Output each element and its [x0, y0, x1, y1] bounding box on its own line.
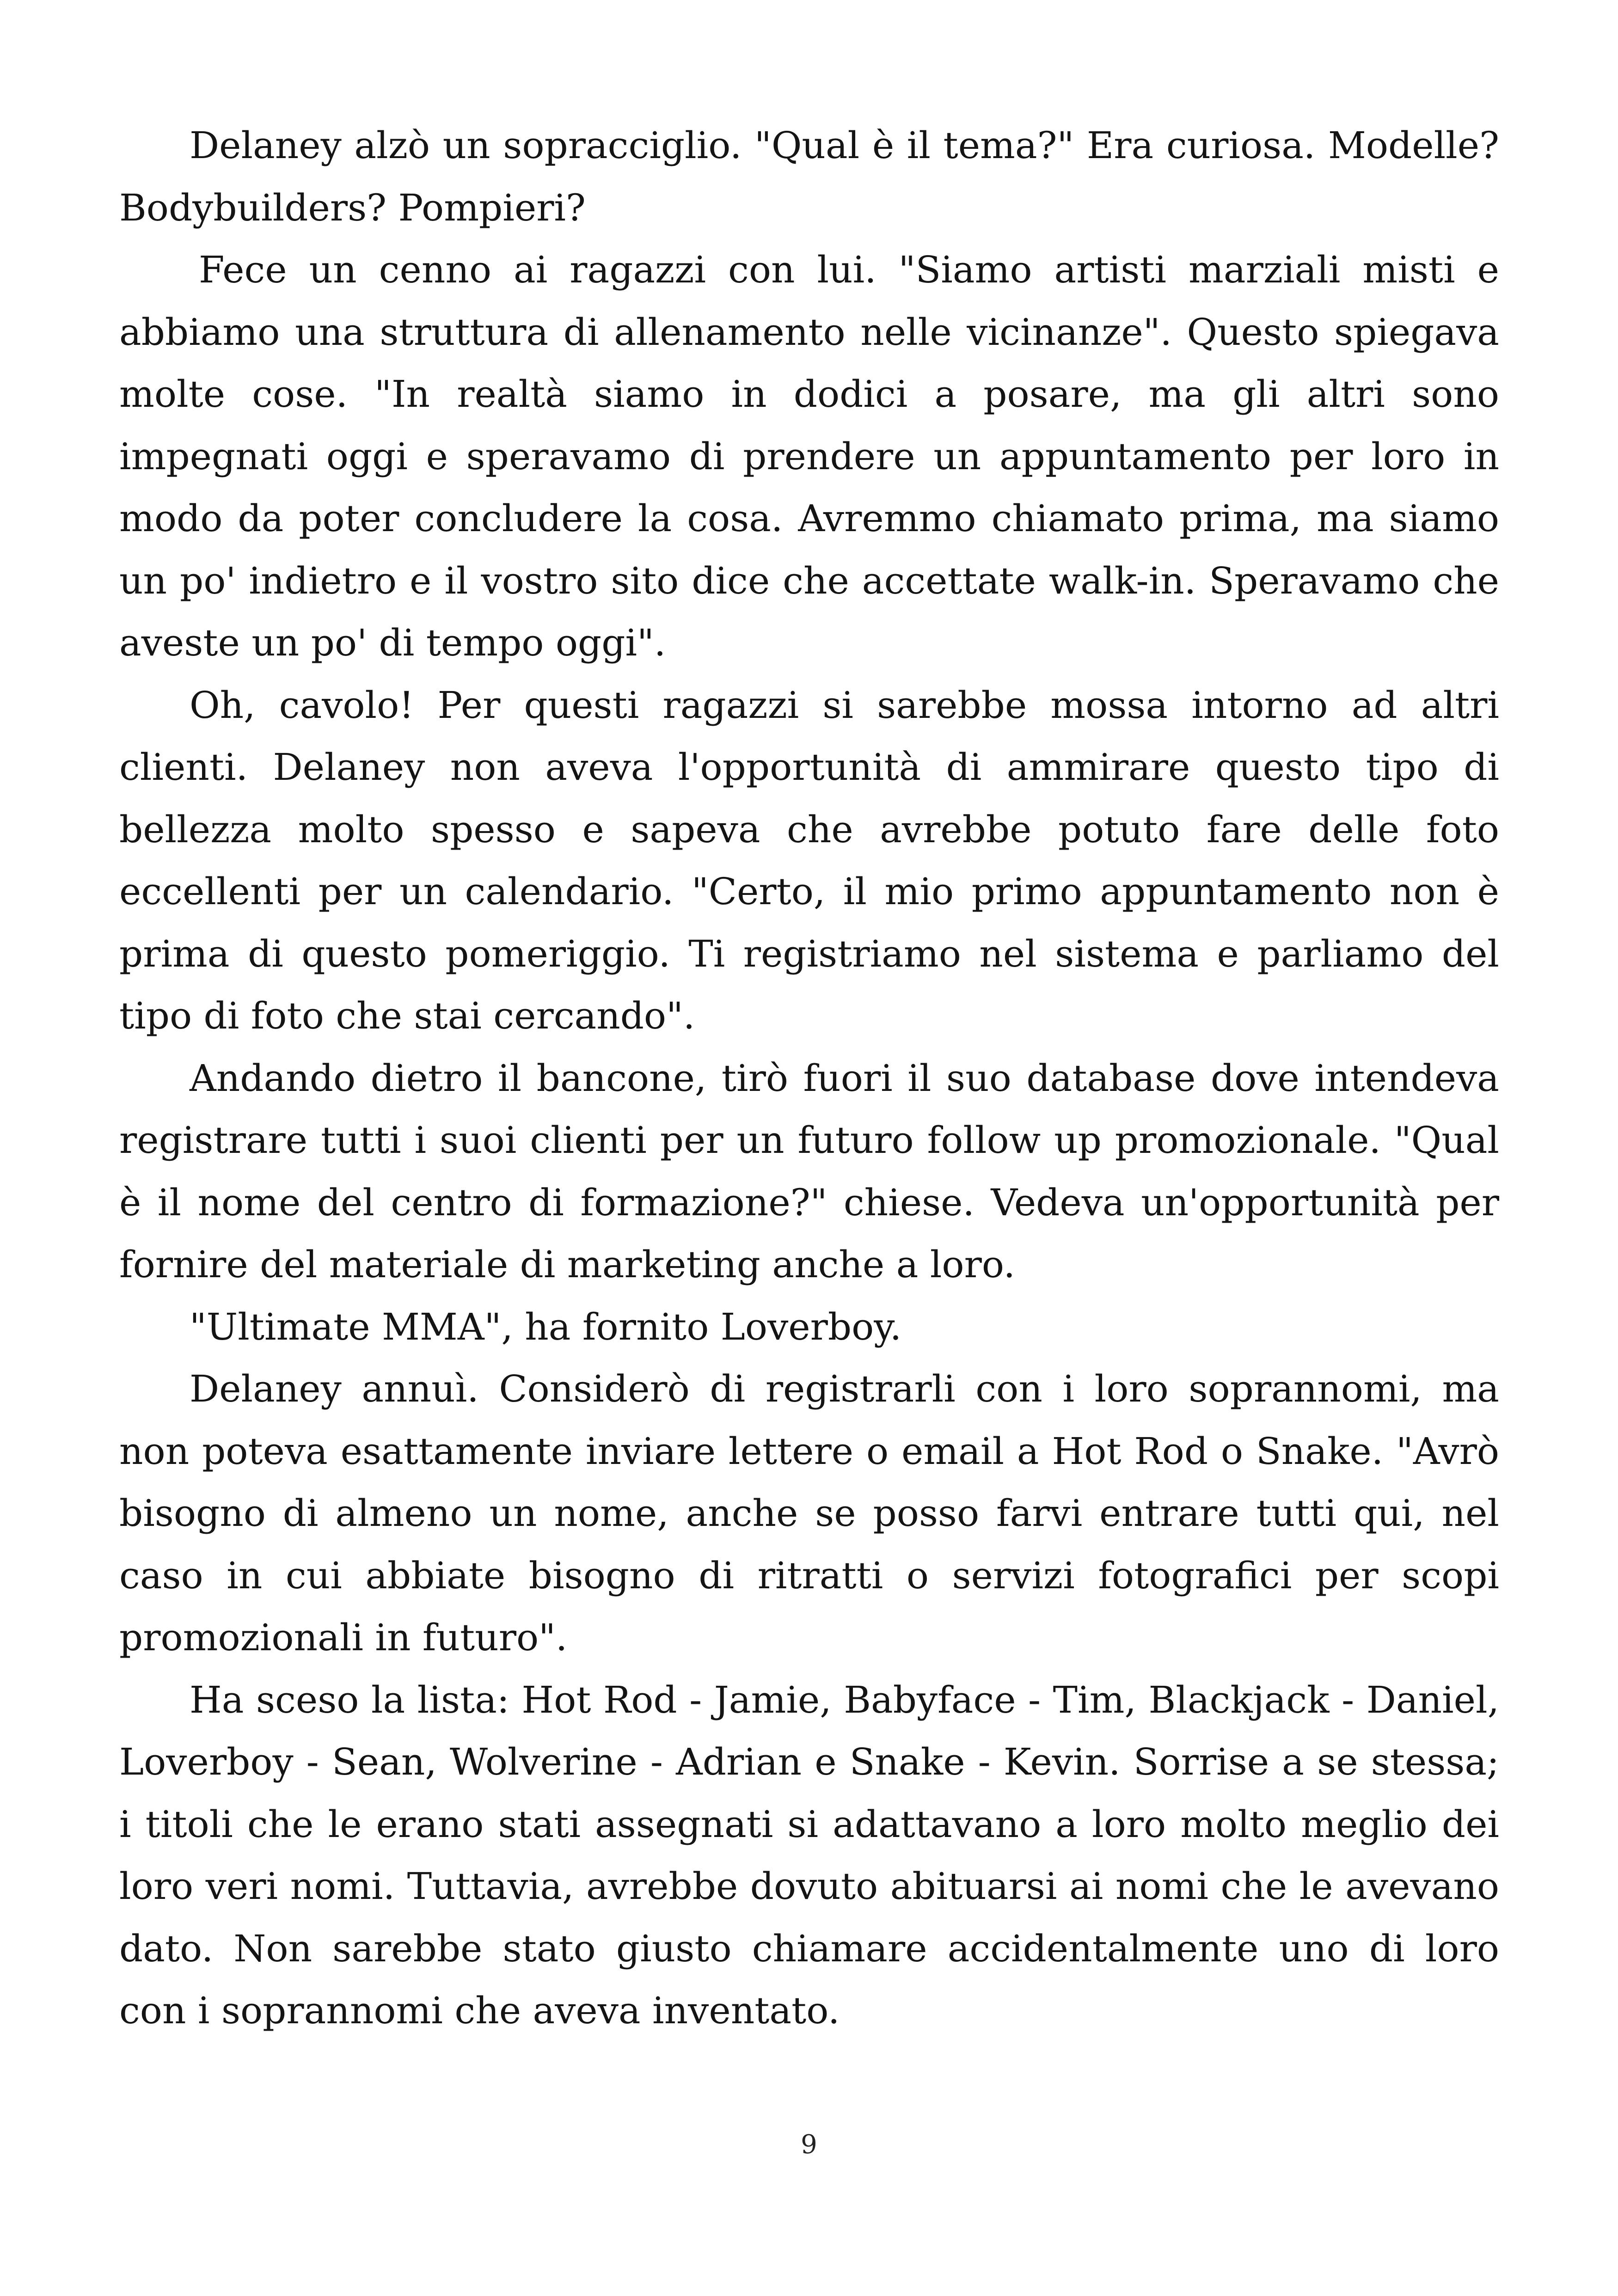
paragraph: Andando dietro il bancone, tirò fuori il suo database dove intendeva registrare tutti i suoi clienti per un futuro follow up promozionale. "Qual è il nome del centro di formazione?" chiese. Vedeva un'opportunità per fornire del materiale di marketing anche a loro. [119, 1056, 1499, 1286]
paragraph: Delaney alzò un sopracciglio. "Qual è il tema?" Era curiosa. Modelle? Bodybuilders? Pompieri? [119, 124, 1499, 229]
paragraph: Fece un cenno ai ragazzi con lui. "Siamo artisti marziali misti e abbiamo una struttura di allenamento nelle vicinanze". Questo spiegava molte cose. "In realtà siamo in dodici a posare, ma gli altri sono impegnati oggi e speravamo di prendere un appuntamento per loro in modo da poter concludere la cosa. Avremmo chiamato prima, ma siamo un po' indietro e il vostro sito dice che accettate walk-in. Speravamo che aveste un po' di tempo oggi". [119, 248, 1499, 664]
paragraph: Oh, cavolo! Per questi ragazzi si sarebbe mossa intorno ad altri clienti. Delaney non aveva l'opportunità di ammirare questo tipo di bellezza molto spesso e sapeva che avrebbe potuto fare delle foto eccellenti per un calendario. "Certo, il mio primo appuntamento non è prima di questo pomeriggio. Ti registriamo nel sistema e parliamo del tipo di foto che stai cercando". [119, 683, 1499, 1037]
body-text [119, 115, 1499, 2042]
page-number: 9 [801, 2130, 817, 2160]
paragraph: Delaney annuì. Considerò di registrarli con i loro soprannomi, ma non poteva esattamente inviare lettere o email a Hot Rod o Snake. "Avrò bisogno di almeno un nome, anche se posso farvi entrare tutti qui, nel caso in cui abbiate bisogno di ritratti o servizi fotografici per scopi promozionali in futuro". [119, 1367, 1499, 1659]
paragraph: "Ultimate MMA", ha fornito Loverboy. [190, 1305, 902, 1348]
paragraph: Ha sceso la lista: Hot Rod - Jamie, Babyface - Tim, Blackjack - Daniel, Loverboy - Sean, Wolverine - Adrian e Snake - Kevin. Sorrise a se stessa; i titoli che le erano stati assegnati si adattavano a loro molto meglio dei loro veri nomi. Tuttavia, avrebbe dovuto abituarsi ai nomi che le avevano dato. Non sarebbe stato giusto chiamare accidentalmente uno di loro con i soprannomi che aveva inventato. [119, 1678, 1499, 2032]
